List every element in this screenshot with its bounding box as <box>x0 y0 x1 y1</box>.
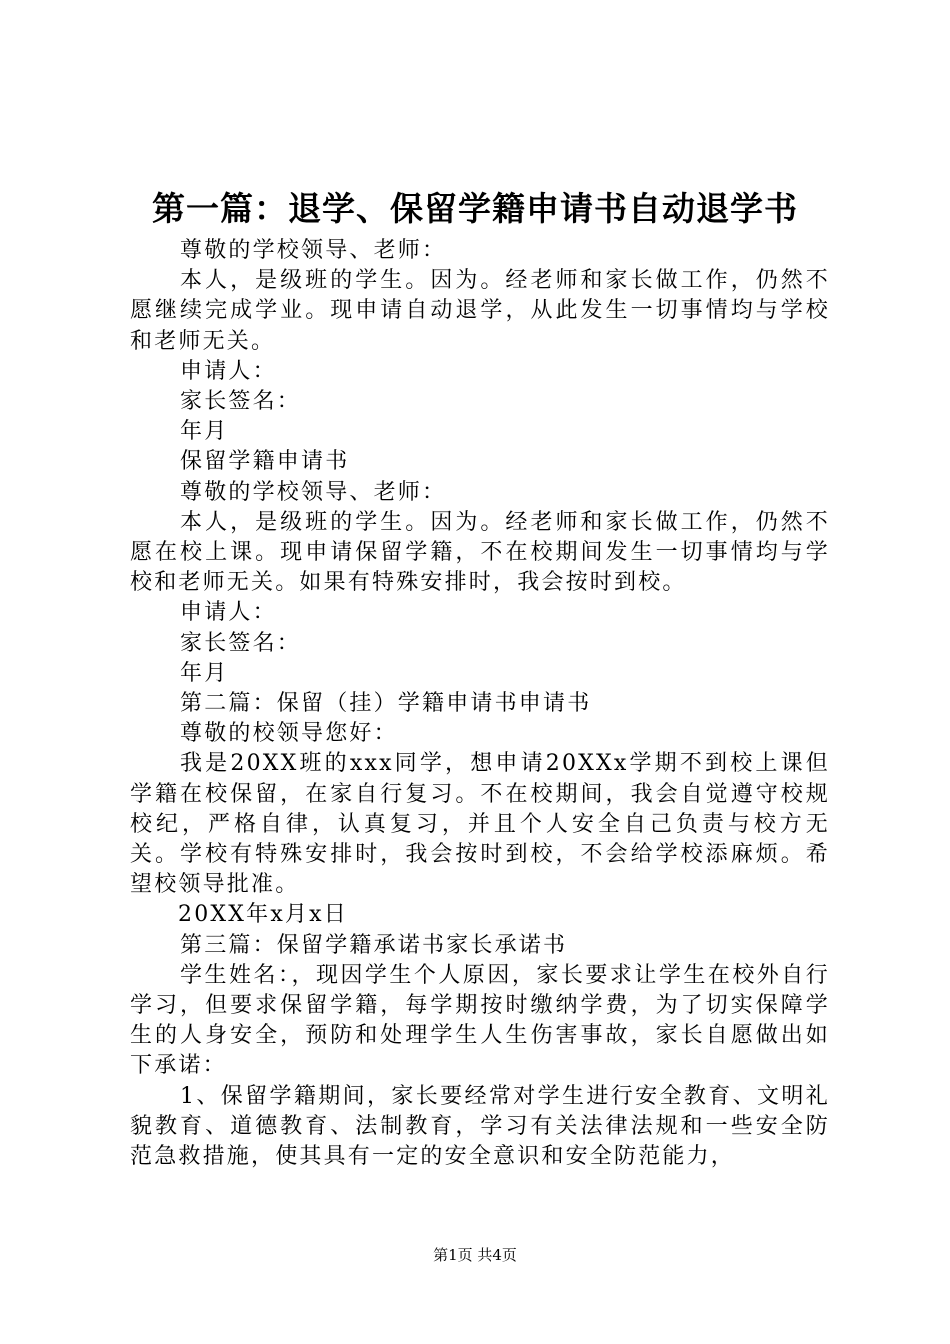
paragraph-section-heading: 第三篇：保留学籍承诺书家长承诺书 <box>180 932 568 958</box>
document-body <box>130 236 830 1172</box>
paragraph-body: 1、保留学籍期间，家长要经常对学生进行安全教育、文明礼貌教育、道德教育、法制教育，学习有关法律法规和一些安全防范急救措施，使其具有一定的安全意识和安全防范能力， <box>130 1083 830 1170</box>
page-number: 第1页 共4页 <box>433 1246 517 1264</box>
paragraph-applicant: 申请人： <box>180 600 277 626</box>
paragraph-parent-signature: 家长签名： <box>180 389 302 415</box>
paragraph-body: 本人，是级班的学生。因为。经老师和家长做工作，仍然不愿在校上课。现申请保留学籍，不在校期间发生一切事情均与学校和老师无关。如果有特殊安排时，我会按时到校。 <box>130 509 830 596</box>
paragraph-salutation: 尊敬的学校领导、老师： <box>180 238 447 263</box>
paragraph-salutation: 尊敬的校领导您好： <box>180 721 398 747</box>
document-title: 第一篇：退学、保留学籍申请书自动退学书 <box>152 189 798 228</box>
paragraph-salutation: 尊敬的学校领导、老师： <box>180 479 447 505</box>
paragraph-body: 本人，是级班的学生。因为。经老师和家长做工作，仍然不愿继续完成学业。现申请自动退学，从此发生一切事情均与学校和老师无关。 <box>130 268 830 354</box>
paragraph-subtitle: 保留学籍申请书 <box>180 449 350 475</box>
paragraph-date: 20XX年x月x日 <box>178 902 348 928</box>
paragraph-parent-signature: 家长签名： <box>180 630 302 656</box>
paragraph-date: 年月 <box>180 660 229 686</box>
paragraph-body: 学生姓名：，现因学生个人原因，家长要求让学生在校外自行学习，但要求保留学籍，每学期按时缴纳学费，为了切实保障学生的人身安全，预防和处理学生人生伤害事故，家长自愿做出如下承诺： <box>130 962 830 1079</box>
paragraph-section-heading: 第二篇：保留（挂）学籍申请书申请书 <box>180 691 592 717</box>
paragraph-body: 我是20XX班的xxx同学，想申请20XXx学期不到校上课但学籍在校保留，在家自行复习。不在校期间，我会自觉遵守校规校纪，严格自律，认真复习，并且个人安全自己负责与校方无关。学校有特殊安排时，我会按时到校，不会给学校添麻烦。希望校领导批准。 <box>130 751 830 898</box>
paragraph-applicant: 申请人： <box>180 358 277 384</box>
paragraph-date: 年月 <box>180 419 229 445</box>
